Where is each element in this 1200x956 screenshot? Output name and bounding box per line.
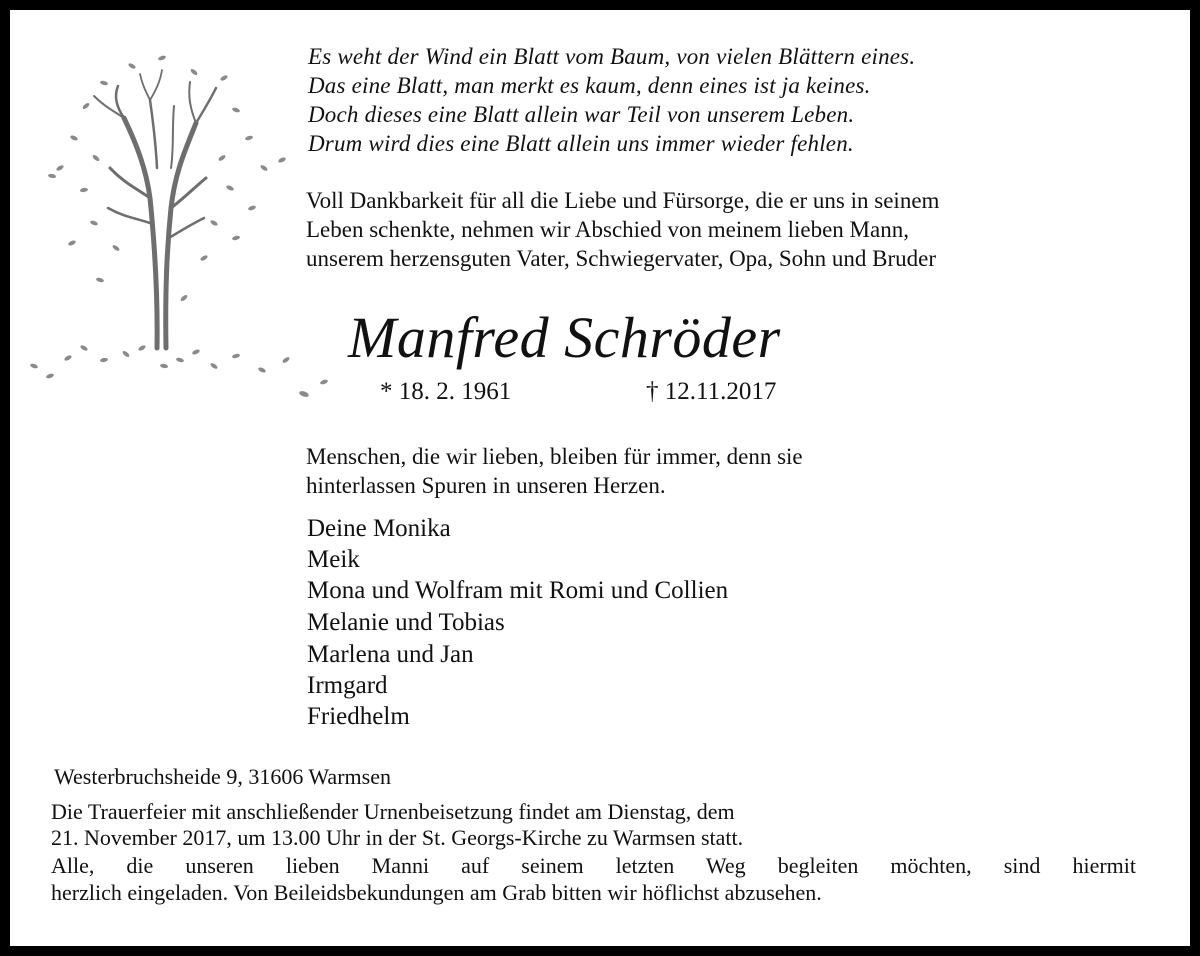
family-address: Westerbruchsheide 9, 31606 Warmsen (54, 764, 391, 789)
mourner-name: Mona und Wolfram mit Romi und Collien (307, 577, 729, 604)
tree-with-falling-leaves-icon (24, 48, 354, 418)
poem-line: Es weht der Wind ein Blatt vom Baum, von vielen Blättern eines. (308, 44, 916, 69)
mourner-name: Melanie und Tobias (307, 609, 505, 636)
quote-line: hinterlassen Spuren in unseren Herzen. (306, 473, 666, 498)
mourner-name: Marlena und Jan (307, 641, 474, 668)
deceased-name: Manfred Schröder (348, 305, 781, 370)
mourner-name: Irmgard (307, 672, 388, 699)
funeral-info-line: herzlich eingeladen. Von Beileidsbekundungen am Grab bitten wir höflichst abzusehen. (51, 880, 822, 905)
death-date: † 12.11.2017 (646, 378, 777, 405)
poem-line: Doch dieses eine Blatt allein war Teil von unserem Leben. (308, 102, 855, 127)
intro-line: Voll Dankbarkeit für all die Liebe und Fürsorge, die er uns in seinem (306, 188, 940, 213)
intro-line: Leben schenkte, nehmen wir Abschied von meinem lieben Mann, (306, 217, 909, 242)
funeral-info-line: 21. November 2017, um 13.00 Uhr in der St. Georgs-Kirche zu Warmsen statt. (51, 825, 744, 850)
mourner-name: Meik (307, 546, 360, 573)
birth-date: * 18. 2. 1961 (380, 378, 512, 405)
quote-line: Menschen, die wir lieben, bleiben für immer, denn sie (306, 444, 803, 469)
intro-line: unserem herzensguten Vater, Schwiegervater, Opa, Sohn und Bruder (306, 246, 937, 271)
funeral-info-line: Die Trauerfeier mit anschließender Urnenbeisetzung findet am Dienstag, dem (51, 799, 735, 824)
mourner-name: Friedhelm (307, 703, 410, 730)
poem-line: Drum wird dies eine Blatt allein uns immer wieder fehlen. (308, 131, 854, 156)
funeral-info-line: Alle, die unseren lieben Manni auf seinem letzten Weg begleiten möchten, sind hiermit (51, 853, 1136, 878)
mourner-name: Deine Monika (307, 515, 451, 542)
poem-line: Das eine Blatt, man merkt es kaum, denn eines ist ja keines. (308, 73, 871, 98)
